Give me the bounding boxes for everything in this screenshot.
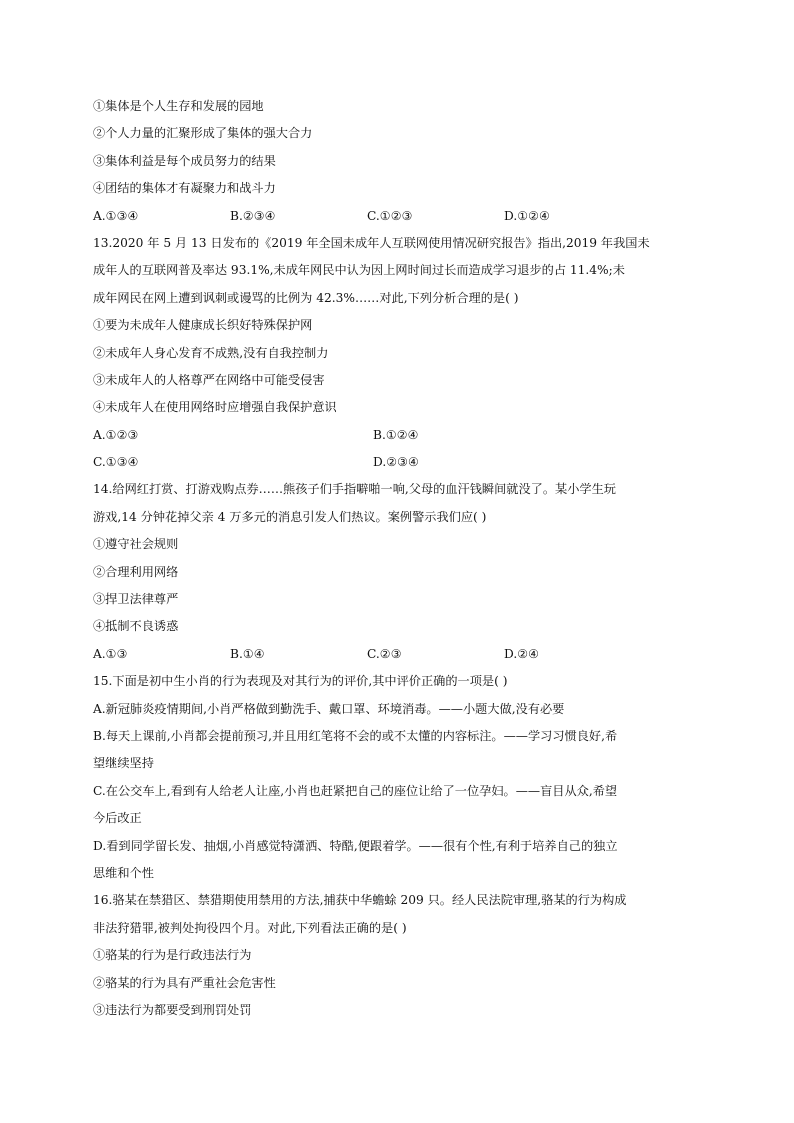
question-15 (93, 668, 705, 887)
q14-stem-line-2: 游戏,14 分钟花掉父亲 4 万多元的消息引发人们热议。案例警示我们应( ) (93, 509, 487, 524)
q15-option-b-line-1[interactable]: B.每天上课前,小肖都会提前预习,并且用红笔将不会的或不太懂的内容标注。——学习习惯良好,希 (93, 728, 618, 743)
question-14 (93, 476, 705, 668)
q12-option-a[interactable]: A.①③④ (93, 208, 139, 223)
q16-item-2: ②骆某的行为具有严重社会危害性 (93, 975, 276, 990)
q12-item-2: ②个人力量的汇聚形成了集体的强大合力 (93, 126, 313, 141)
q13-stem-line-3: 成年网民在网上遭到讽刺或谩骂的比例为 42.3%……对此,下列分析合理的是( ) (93, 290, 519, 305)
q13-item-2: ②未成年人身心发育不成熟,没有自我控制力 (93, 345, 329, 360)
q14-options (93, 641, 705, 668)
q13-options-row-2 (93, 449, 705, 476)
q15-option-d-line-1[interactable]: D.看到同学留长发、抽烟,小肖感觉特潇洒、特酷,便跟着学。——很有个性,有利于培养自己的独立 (93, 838, 618, 853)
q13-option-c[interactable]: C.①③④ (93, 455, 139, 470)
q13-stem-line-2: 成年人的互联网普及率达 93.1%,未成年网民中认为因上网时间过长而造成学习退步的占 11.4%;未 (93, 263, 625, 278)
q14-option-c[interactable]: C.②③ (367, 646, 402, 661)
q14-option-d[interactable]: D.②④ (504, 646, 540, 661)
q16-stem-line-2: 非法狩猎罪,被判处拘役四个月。对此,下列看法正确的是( ) (93, 920, 407, 935)
q12-item-3: ③集体利益是每个成员努力的结果 (93, 153, 276, 168)
q12-options (93, 203, 705, 230)
q13-item-4: ④未成年人在使用网络时应增强自我保护意识 (93, 400, 337, 415)
q14-item-2: ②合理利用网络 (93, 564, 179, 579)
q14-option-b[interactable]: B.①④ (230, 646, 265, 661)
q13-options-row-1 (93, 422, 705, 449)
q16-item-1: ①骆某的行为是行政违法行为 (93, 948, 252, 963)
q15-option-a[interactable]: A.新冠肺炎疫情期间,小肖严格做到勤洗手、戴口罩、环境消毒。——小题大做,没有必要 (93, 701, 565, 716)
q13-option-b[interactable]: B.①②④ (373, 427, 419, 442)
q12-option-b[interactable]: B.②③④ (230, 208, 276, 223)
q15-option-c-line-1[interactable]: C.在公交车上,看到有人给老人让座,小肖也赶紧把自己的座位让给了一位孕妇。——盲目从众,希望 (93, 783, 618, 798)
q15-option-b-line-2[interactable]: 望继续坚持 (93, 756, 154, 771)
q14-option-a[interactable]: A.①③ (93, 646, 128, 661)
q14-stem-line-1: 14.给网红打赏、打游戏购点券……熊孩子们手指噼啪一响,父母的血汗钱瞬间就没了。某小学生玩 (93, 482, 616, 497)
exam-page (93, 93, 705, 1024)
q12-option-c[interactable]: C.①②③ (367, 208, 413, 223)
q16-stem-line-1: 16.骆某在禁猎区、禁猎期使用禁用的方法,捕获中华蟾蜍 209 只。经人民法院审理,骆某的行为构成 (93, 893, 627, 908)
q15-option-d-line-2[interactable]: 思维和个性 (93, 865, 154, 880)
q13-option-a[interactable]: A.①②③ (93, 427, 139, 442)
q13-option-d[interactable]: D.②③④ (373, 455, 419, 470)
q12-item-4: ④团结的集体才有凝聚力和战斗力 (93, 181, 276, 196)
q13-item-1: ①要为未成年人健康成长织好特殊保护网 (93, 318, 313, 333)
q14-item-3: ③捍卫法律尊严 (93, 592, 179, 607)
q15-option-c-line-2[interactable]: 今后改正 (93, 811, 142, 826)
q13-item-3: ③未成年人的人格尊严在网络中可能受侵害 (93, 372, 325, 387)
q14-item-4: ④抵制不良诱惑 (93, 619, 179, 634)
question-16 (93, 887, 705, 1024)
q14-item-1: ①遵守社会规则 (93, 537, 179, 552)
q16-item-3: ③违法行为都要受到刑罚处罚 (93, 1002, 252, 1017)
q15-stem: 15.下面是初中生小肖的行为表现及对其行为的评价,其中评价正确的一项是( ) (93, 674, 508, 689)
q12-item-1: ①集体是个人生存和发展的园地 (93, 99, 264, 113)
question-12-items (93, 93, 705, 203)
q12-option-d[interactable]: D.①②④ (504, 208, 550, 223)
q13-stem-line-1: 13.2020 年 5 月 13 日发布的《2019 年全国未成年人互联网使用情况研究报告》指出,2019 年我国未 (93, 235, 650, 250)
question-13 (93, 230, 705, 477)
